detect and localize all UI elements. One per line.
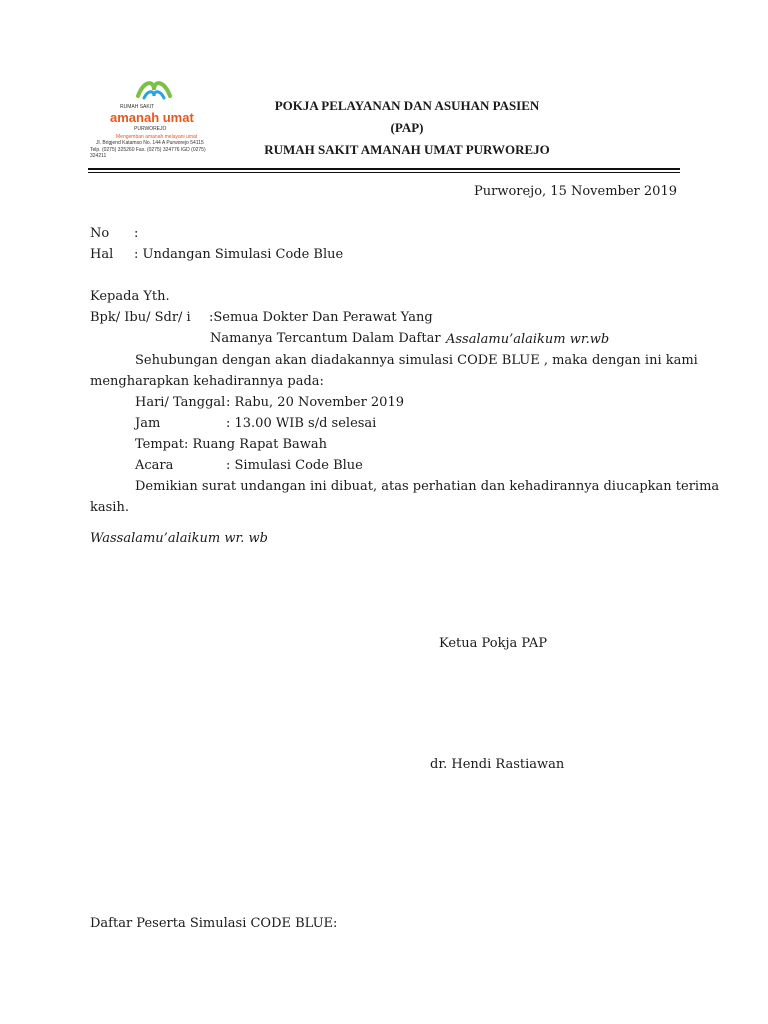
logo-address: Jl. Brigjend Katamso No. 144 A Purworejo 54115	[96, 140, 204, 146]
hari-label: Hari/ Tanggal	[135, 395, 226, 410]
paragraph-1-line-2: mengharapkan kehadirannya pada:	[90, 374, 324, 389]
jam-value: : 13.00 WIB s/d selesai	[226, 416, 377, 431]
no-label: No	[90, 226, 110, 241]
tempat-line: Tempat: Ruang Rapat Bawah	[135, 437, 328, 452]
header-line-2: (PAP)	[390, 120, 424, 135]
header-line-1: POKJA PELAYANAN DAN ASUHAN PASIEN	[274, 98, 540, 113]
logo-top-text: RUMAH SAKIT	[120, 104, 155, 110]
recipient-value-2: Namanya Tercantum Dalam Daftar	[210, 331, 441, 346]
hal-label: Hal	[90, 247, 114, 262]
greeting: Assalamu’alaikum wr.wb	[446, 332, 610, 347]
participant-list-heading: Daftar Peserta Simulasi CODE BLUE:	[90, 916, 338, 931]
paragraph-2-line-2: kasih.	[90, 500, 129, 515]
closing-greeting: Wassalamu’alaikum wr. wb	[90, 531, 268, 546]
acara-label: Acara	[135, 458, 174, 473]
logo-brand: amanah umat	[110, 110, 194, 125]
kepada-yth: Kepada Yth.	[90, 289, 170, 304]
acara-value: : Simulasi Code Blue	[226, 458, 363, 473]
header-divider-thin	[88, 172, 680, 173]
header-divider	[88, 168, 680, 170]
place-date: Purworejo, 15 November 2019	[473, 184, 677, 199]
logo-city: PURWOREJO	[134, 126, 167, 132]
no-value: :	[134, 226, 139, 241]
logo-tagline: Mengemban amanah melayani umat	[116, 134, 198, 140]
hal-value: : Undangan Simulasi Code Blue	[134, 247, 344, 262]
hospital-logo	[90, 74, 214, 159]
recipient-label: Bpk/ Ibu/ Sdr/ i	[90, 310, 191, 325]
signature-name: dr. Hendi Rastiawan	[430, 757, 565, 772]
logo-contact: Telp. (0275) 325260 Fax. (0275) 324776 IGD (0275) 324211	[90, 147, 206, 159]
paragraph-2-line-1: Demikian surat undangan ini dibuat, atas perhatian dan kehadirannya diucapkan terima	[135, 479, 720, 494]
recipient-value: :Semua Dokter Dan Perawat Yang	[209, 310, 433, 325]
paragraph-1-line-1: Sehubungan dengan akan diadakannya simulasi CODE BLUE , maka dengan ini kami	[135, 353, 698, 368]
hari-value: : Rabu, 20 November 2019	[226, 395, 404, 410]
logo-mark-icon	[134, 76, 174, 100]
jam-label: Jam	[135, 416, 161, 431]
header-line-3: RUMAH SAKIT AMANAH UMAT PURWOREJO	[264, 142, 550, 157]
signature-title: Ketua Pokja PAP	[439, 636, 548, 651]
